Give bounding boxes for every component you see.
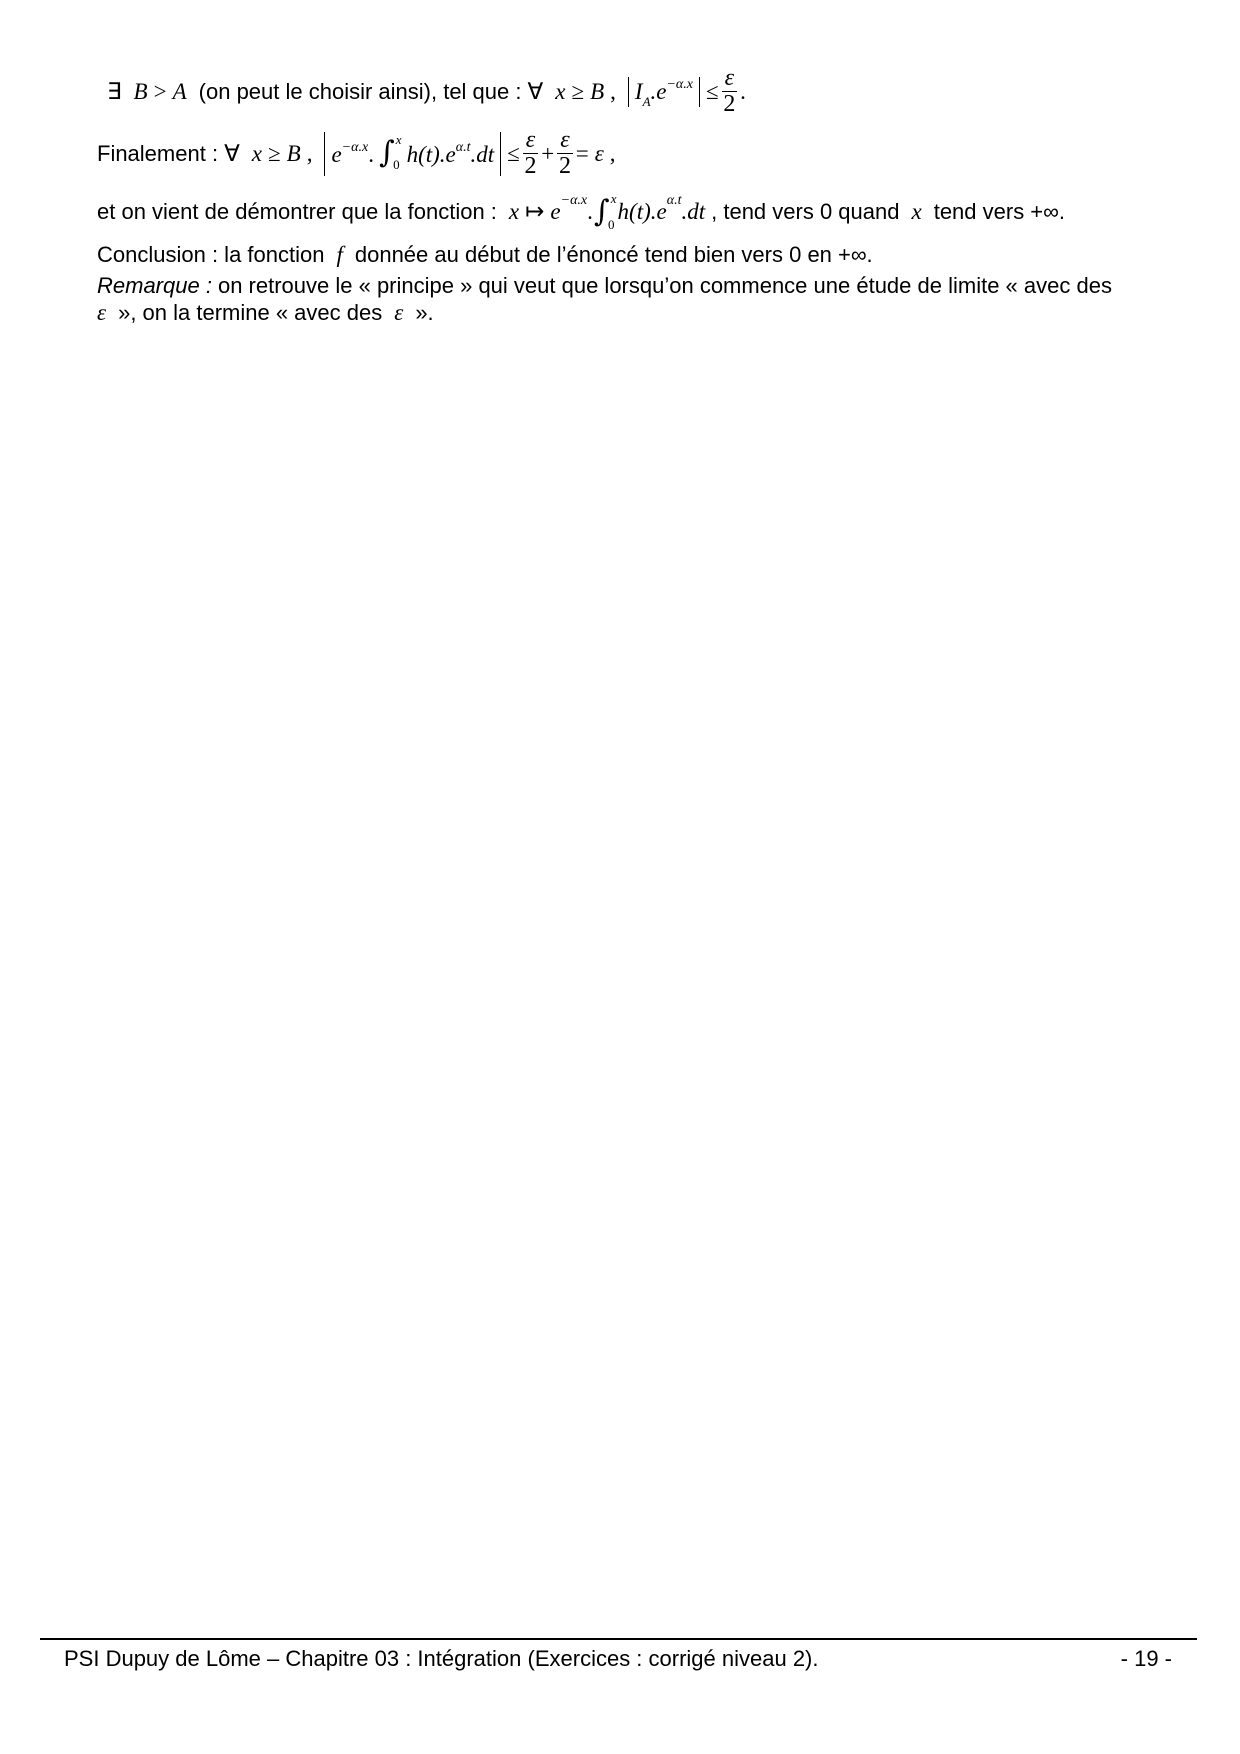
exponent: −α.x (666, 76, 693, 92)
gt-symbol: > (153, 78, 167, 104)
epsilon-2: ε (394, 300, 404, 325)
abs-IA (628, 77, 700, 107)
line6-text-1: », on la termine « avec des (118, 300, 383, 325)
remark-label: Remarque : (97, 273, 212, 298)
line-remarque (97, 273, 1112, 299)
le-symbol: ≤ (507, 140, 520, 166)
line-conclusion (97, 242, 873, 268)
forall-symbol: ∀ (527, 78, 544, 104)
epsilon-1: ε (97, 300, 107, 325)
fraction-1 (523, 128, 538, 179)
var-x: x (508, 199, 520, 224)
frac1-den: 2 (524, 153, 537, 180)
line-exists-B (107, 66, 746, 117)
line3-text-3: tend vers +∞. (933, 199, 1065, 224)
frac2-den: 2 (558, 153, 571, 180)
var-A: A (172, 78, 187, 104)
line-demonstration (97, 191, 1065, 232)
var-e: e (331, 141, 342, 167)
abs-integral (324, 132, 501, 176)
exponent-1: −α.x (560, 193, 588, 208)
int-upper: x (610, 191, 617, 206)
sub-A: A (642, 93, 651, 109)
int-lower: 0 (608, 217, 615, 232)
e-part: .e (650, 199, 667, 224)
line4-text-1: Conclusion : la fonction (97, 242, 325, 267)
exponent-1: −α.x (341, 139, 369, 155)
fraction-2 (557, 128, 572, 179)
frac-den: 2 (723, 91, 736, 118)
ge-symbol: ≥ (571, 78, 585, 104)
var-I: I (634, 78, 643, 104)
var-B: B (133, 78, 148, 104)
exists-symbol: ∃ (107, 78, 122, 104)
ge-symbol: ≥ (268, 140, 281, 166)
line4-text-2: donnée au début de l’énoncé tend bien vers 0 en +∞. (354, 242, 873, 267)
footer-divider (40, 1638, 1197, 1640)
epsilon: ε (594, 140, 604, 166)
page-footer (64, 1646, 1172, 1672)
arg-t: (t) (418, 141, 440, 167)
frac2-num: ε (557, 128, 572, 154)
dot: . (587, 199, 593, 224)
exponent-2: α.t (455, 139, 471, 155)
int-lower: 0 (393, 156, 400, 172)
forall-symbol: ∀ (224, 140, 240, 166)
end-comma: , (609, 140, 616, 166)
mapsto-symbol: ↦ (525, 199, 545, 224)
var-e: e (550, 199, 561, 224)
var-B-2: B (590, 78, 605, 104)
line2-text: Finalement : (97, 140, 219, 166)
equals: = (575, 140, 589, 166)
e-part: .e (439, 141, 456, 167)
var-h: h (617, 199, 630, 224)
plus: + (541, 140, 555, 166)
exponent-2: α.t (666, 193, 682, 208)
var-h: h (406, 141, 419, 167)
le-symbol: ≤ (706, 78, 719, 104)
frac-num: ε (722, 66, 737, 92)
e-part: .e (650, 78, 667, 104)
dt: .dt (470, 141, 495, 167)
line6-text-2: ». (415, 300, 434, 325)
frac1-num: ε (523, 128, 538, 154)
comma: , (610, 78, 616, 104)
var-x: x (251, 140, 263, 166)
var-x: x (555, 78, 566, 104)
dot: . (368, 141, 374, 167)
line-finalement (97, 128, 616, 179)
footer-title: PSI Dupuy de Lôme – Chapitre 03 : Intégration (Exercices : corrigé niveau 2). (64, 1646, 819, 1671)
int-upper: x (395, 131, 402, 147)
line5-text: on retrouve le « principe » qui veut que lorsqu’on commence une étude de limite « avec des (217, 273, 1112, 298)
integral-sign: ∫ x 0 (593, 191, 617, 232)
var-f: f (336, 242, 343, 267)
dt: .dt (681, 199, 706, 224)
var-B: B (286, 140, 301, 166)
line3-text-1: et on vient de démontrer que la fonction : (97, 199, 497, 224)
comma: , (306, 140, 313, 166)
period: . (740, 78, 746, 104)
arg-t: (t) (629, 199, 651, 224)
fraction-eps-2 (722, 66, 737, 117)
integral-sign: ∫ x 0 (378, 131, 402, 172)
line3-text-2: , tend vers 0 quand (711, 199, 900, 224)
var-x-2: x (911, 199, 922, 224)
line1-text: (on peut le choisir ainsi), tel que : (198, 78, 522, 104)
line-remarque-end (97, 300, 434, 326)
page-number: - 19 - (1120, 1646, 1172, 1671)
